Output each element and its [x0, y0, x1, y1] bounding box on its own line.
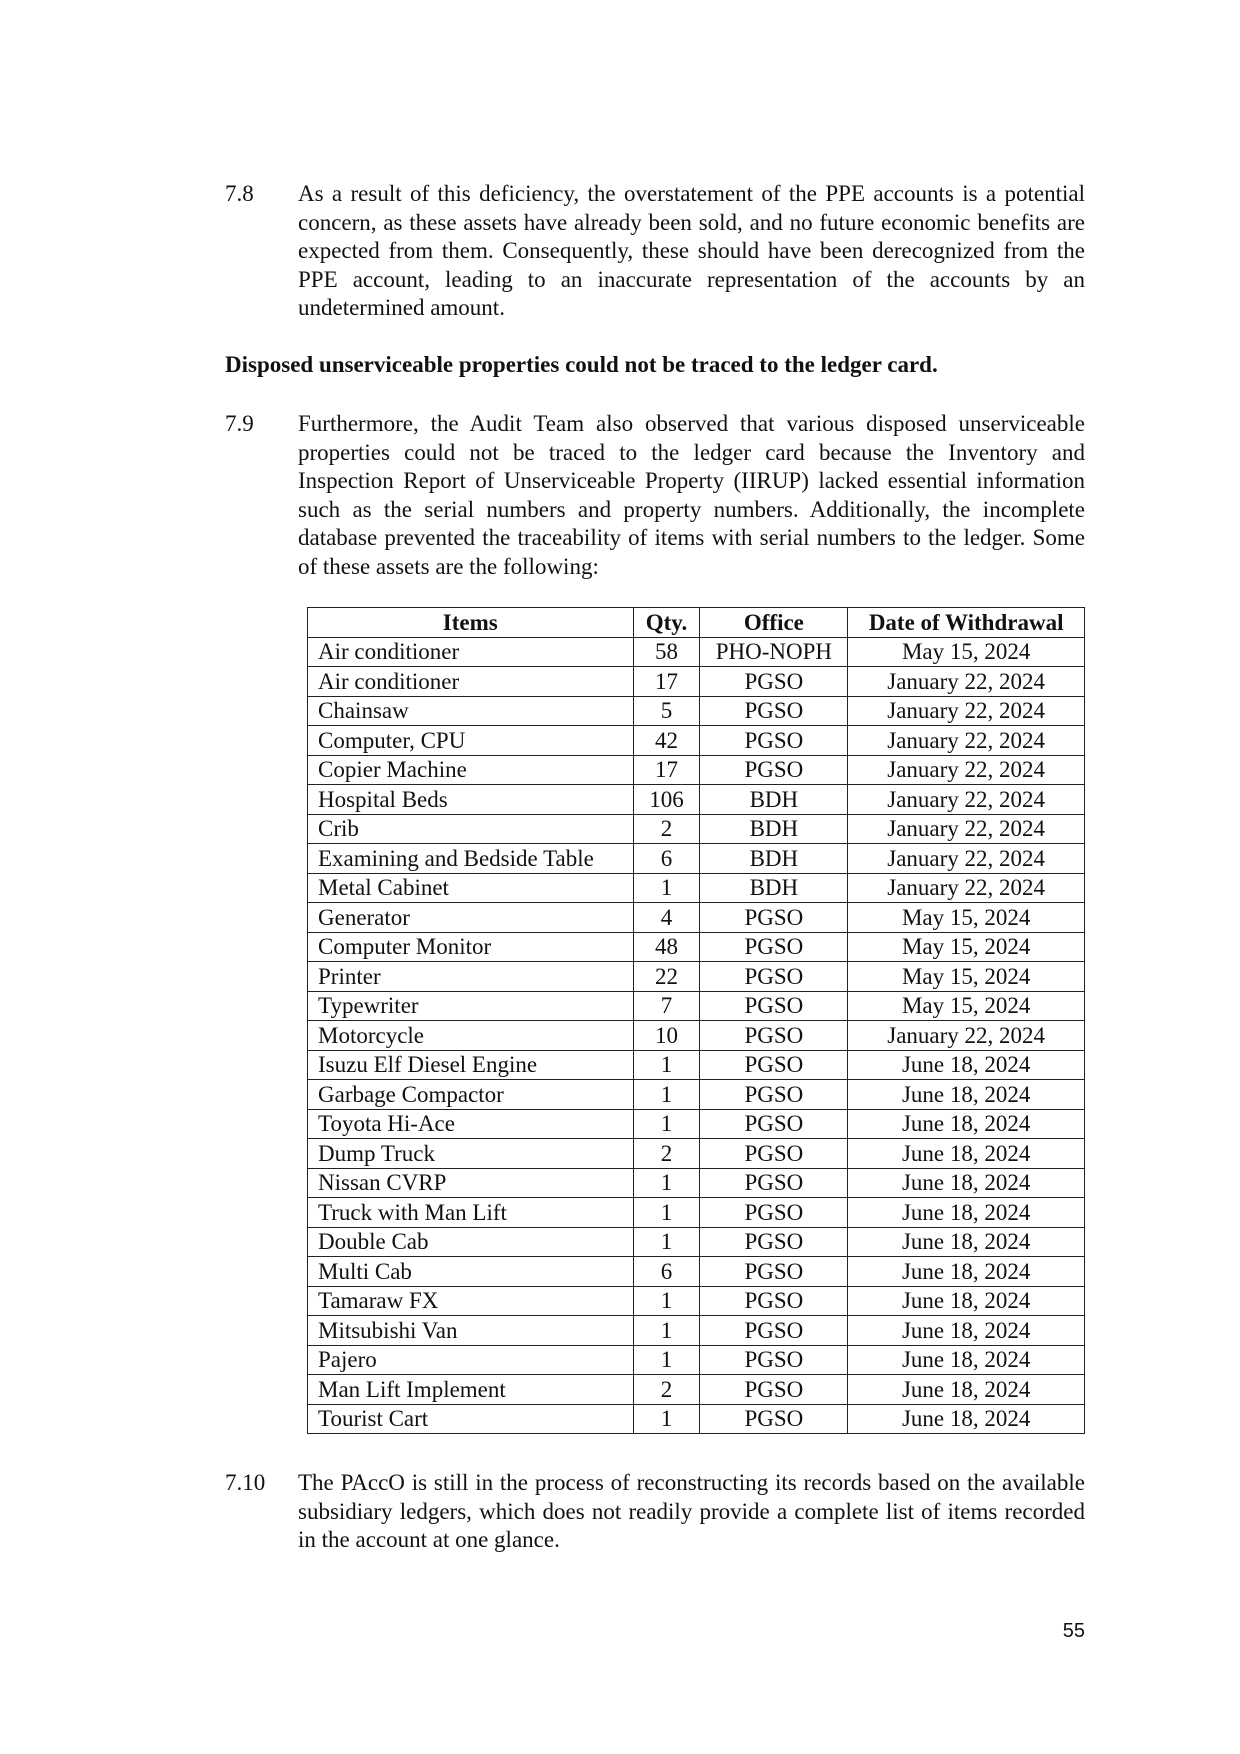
- cell-office: PGSO: [700, 1080, 848, 1110]
- cell-office: PGSO: [700, 962, 848, 992]
- cell-item: Isuzu Elf Diesel Engine: [308, 1050, 634, 1080]
- table-row: [308, 932, 1085, 962]
- table-row: [308, 755, 1085, 785]
- cell-item: Toyota Hi-Ace: [308, 1109, 634, 1139]
- cell-date-of-withdrawal: January 22, 2024: [848, 667, 1085, 697]
- cell-qty: 1: [633, 1227, 700, 1257]
- cell-qty: 2: [633, 814, 700, 844]
- cell-item: Nissan CVRP: [308, 1168, 634, 1198]
- paragraph-text: Furthermore, the Audit Team also observed that various disposed unserviceable properties could not be traced to the ledger card because the Inventory and Inspection Report of Unserviceable Property (IIRUP) lacked essential information such as the serial numbers and property numbers. Additionally, the incomplete database prevented the traceability of items with serial numbers to the ledger. Some of these assets are the following:: [298, 411, 1085, 579]
- disposed-assets-table: [307, 607, 1085, 1434]
- table-row: [308, 726, 1085, 756]
- cell-item: Tourist Cart: [308, 1404, 634, 1434]
- cell-qty: 48: [633, 932, 700, 962]
- cell-office: PGSO: [700, 726, 848, 756]
- paragraph-number: 7.9: [225, 411, 254, 436]
- header-date-of-withdrawal: Date of Withdrawal: [848, 608, 1085, 638]
- paragraph-number: 7.10: [225, 1470, 266, 1495]
- cell-qty: 1: [633, 1198, 700, 1228]
- table-row: [308, 1198, 1085, 1228]
- table-row: [308, 1050, 1085, 1080]
- section-heading: Disposed unserviceable properties could not be traced to the ledger card.: [225, 352, 938, 377]
- cell-qty: 5: [633, 696, 700, 726]
- header-office: Office: [700, 608, 848, 638]
- cell-qty: 1: [633, 1050, 700, 1080]
- cell-office: PGSO: [700, 991, 848, 1021]
- cell-item: Hospital Beds: [308, 785, 634, 815]
- table-row: [308, 1257, 1085, 1287]
- cell-qty: 17: [633, 667, 700, 697]
- cell-office: PGSO: [700, 1375, 848, 1405]
- cell-office: PGSO: [700, 1198, 848, 1228]
- cell-date-of-withdrawal: June 18, 2024: [848, 1139, 1085, 1169]
- cell-date-of-withdrawal: June 18, 2024: [848, 1316, 1085, 1346]
- table-row: [308, 667, 1085, 697]
- cell-office: BDH: [700, 814, 848, 844]
- cell-date-of-withdrawal: January 22, 2024: [848, 814, 1085, 844]
- table-row: [308, 785, 1085, 815]
- cell-item: Tamaraw FX: [308, 1286, 634, 1316]
- table-row: [308, 1375, 1085, 1405]
- cell-date-of-withdrawal: June 18, 2024: [848, 1286, 1085, 1316]
- cell-item: Truck with Man Lift: [308, 1198, 634, 1228]
- cell-qty: 7: [633, 991, 700, 1021]
- table-row: [308, 1227, 1085, 1257]
- table-row: [308, 637, 1085, 667]
- cell-qty: 58: [633, 637, 700, 667]
- cell-date-of-withdrawal: May 15, 2024: [848, 991, 1085, 1021]
- table-body: [308, 637, 1085, 1434]
- cell-office: PGSO: [700, 1316, 848, 1346]
- cell-qty: 10: [633, 1021, 700, 1051]
- cell-qty: 4: [633, 903, 700, 933]
- paragraph-text: The PAccO is still in the process of reconstructing its records based on the available subsidiary ledgers, which does not readily provide a complete list of items recorded in the account at one glance.: [298, 1470, 1085, 1553]
- cell-date-of-withdrawal: June 18, 2024: [848, 1345, 1085, 1375]
- cell-item: Air conditioner: [308, 667, 634, 697]
- cell-item: Air conditioner: [308, 637, 634, 667]
- table-row: [308, 1345, 1085, 1375]
- cell-office: PGSO: [700, 1345, 848, 1375]
- cell-office: BDH: [700, 785, 848, 815]
- cell-office: PGSO: [700, 1286, 848, 1316]
- header-items: Items: [308, 608, 634, 638]
- cell-qty: 2: [633, 1375, 700, 1405]
- cell-qty: 6: [633, 844, 700, 874]
- cell-qty: 17: [633, 755, 700, 785]
- page-number: 55: [1062, 1620, 1085, 1642]
- cell-office: PGSO: [700, 667, 848, 697]
- paragraph-7-10: [225, 1469, 1085, 1555]
- cell-qty: 1: [633, 1404, 700, 1434]
- cell-office: PGSO: [700, 1021, 848, 1051]
- paragraph-number: 7.8: [225, 181, 254, 206]
- cell-office: PGSO: [700, 903, 848, 933]
- cell-date-of-withdrawal: June 18, 2024: [848, 1404, 1085, 1434]
- cell-date-of-withdrawal: May 15, 2024: [848, 962, 1085, 992]
- cell-date-of-withdrawal: June 18, 2024: [848, 1257, 1085, 1287]
- table-row: [308, 1168, 1085, 1198]
- cell-qty: 106: [633, 785, 700, 815]
- table-header-row: [308, 608, 1085, 638]
- table-row: [308, 1404, 1085, 1434]
- cell-qty: 22: [633, 962, 700, 992]
- cell-qty: 1: [633, 873, 700, 903]
- cell-date-of-withdrawal: June 18, 2024: [848, 1050, 1085, 1080]
- table-row: [308, 962, 1085, 992]
- cell-item: Double Cab: [308, 1227, 634, 1257]
- cell-office: PGSO: [700, 755, 848, 785]
- table-row: [308, 844, 1085, 874]
- table-row: [308, 1286, 1085, 1316]
- cell-qty: 6: [633, 1257, 700, 1287]
- table-row: [308, 814, 1085, 844]
- cell-item: Generator: [308, 903, 634, 933]
- cell-office: BDH: [700, 844, 848, 874]
- cell-date-of-withdrawal: January 22, 2024: [848, 785, 1085, 815]
- cell-item: Pajero: [308, 1345, 634, 1375]
- cell-date-of-withdrawal: June 18, 2024: [848, 1168, 1085, 1198]
- cell-date-of-withdrawal: January 22, 2024: [848, 1021, 1085, 1051]
- cell-date-of-withdrawal: June 18, 2024: [848, 1198, 1085, 1228]
- cell-office: BDH: [700, 873, 848, 903]
- cell-item: Copier Machine: [308, 755, 634, 785]
- cell-office: PGSO: [700, 1050, 848, 1080]
- header-qty: Qty.: [633, 608, 700, 638]
- cell-office: PHO-NOPH: [700, 637, 848, 667]
- table-row: [308, 1316, 1085, 1346]
- cell-qty: 2: [633, 1139, 700, 1169]
- cell-qty: 1: [633, 1286, 700, 1316]
- cell-item: Computer, CPU: [308, 726, 634, 756]
- cell-date-of-withdrawal: January 22, 2024: [848, 844, 1085, 874]
- cell-item: Computer Monitor: [308, 932, 634, 962]
- cell-date-of-withdrawal: May 15, 2024: [848, 932, 1085, 962]
- cell-date-of-withdrawal: May 15, 2024: [848, 637, 1085, 667]
- cell-date-of-withdrawal: January 22, 2024: [848, 726, 1085, 756]
- cell-qty: 1: [633, 1345, 700, 1375]
- cell-qty: 1: [633, 1168, 700, 1198]
- cell-item: Motorcycle: [308, 1021, 634, 1051]
- cell-date-of-withdrawal: June 18, 2024: [848, 1080, 1085, 1110]
- cell-item: Dump Truck: [308, 1139, 634, 1169]
- cell-date-of-withdrawal: January 22, 2024: [848, 755, 1085, 785]
- cell-date-of-withdrawal: January 22, 2024: [848, 873, 1085, 903]
- cell-date-of-withdrawal: June 18, 2024: [848, 1375, 1085, 1405]
- cell-item: Mitsubishi Van: [308, 1316, 634, 1346]
- cell-date-of-withdrawal: January 22, 2024: [848, 696, 1085, 726]
- cell-item: Chainsaw: [308, 696, 634, 726]
- table-row: [308, 873, 1085, 903]
- table-row: [308, 1109, 1085, 1139]
- cell-office: PGSO: [700, 1404, 848, 1434]
- cell-qty: 42: [633, 726, 700, 756]
- cell-office: PGSO: [700, 1139, 848, 1169]
- table-row: [308, 696, 1085, 726]
- table-row: [308, 1080, 1085, 1110]
- cell-qty: 1: [633, 1316, 700, 1346]
- table-row: [308, 991, 1085, 1021]
- cell-office: PGSO: [700, 1227, 848, 1257]
- cell-office: PGSO: [700, 932, 848, 962]
- table-row: [308, 1139, 1085, 1169]
- paragraph-text: As a result of this deficiency, the overstatement of the PPE accounts is a potential concern, as these assets have already been sold, and no future economic benefits are expected from them. Consequently, these should have been derecognized from the PPE account, leading to an inaccurate representation of the accounts by an undetermined amount.: [298, 181, 1085, 321]
- cell-office: PGSO: [700, 696, 848, 726]
- cell-item: Crib: [308, 814, 634, 844]
- cell-office: PGSO: [700, 1168, 848, 1198]
- cell-item: Man Lift Implement: [308, 1375, 634, 1405]
- cell-qty: 1: [633, 1109, 700, 1139]
- cell-office: PGSO: [700, 1257, 848, 1287]
- cell-item: Garbage Compactor: [308, 1080, 634, 1110]
- cell-date-of-withdrawal: May 15, 2024: [848, 903, 1085, 933]
- cell-qty: 1: [633, 1080, 700, 1110]
- cell-item: Metal Cabinet: [308, 873, 634, 903]
- cell-date-of-withdrawal: June 18, 2024: [848, 1227, 1085, 1257]
- cell-date-of-withdrawal: June 18, 2024: [848, 1109, 1085, 1139]
- table-row: [308, 903, 1085, 933]
- paragraph-7-9: [225, 410, 1085, 582]
- cell-item: Multi Cab: [308, 1257, 634, 1287]
- table-row: [308, 1021, 1085, 1051]
- paragraph-7-8: [225, 180, 1085, 323]
- cell-item: Printer: [308, 962, 634, 992]
- cell-office: PGSO: [700, 1109, 848, 1139]
- cell-item: Typewriter: [308, 991, 634, 1021]
- cell-item: Examining and Bedside Table: [308, 844, 634, 874]
